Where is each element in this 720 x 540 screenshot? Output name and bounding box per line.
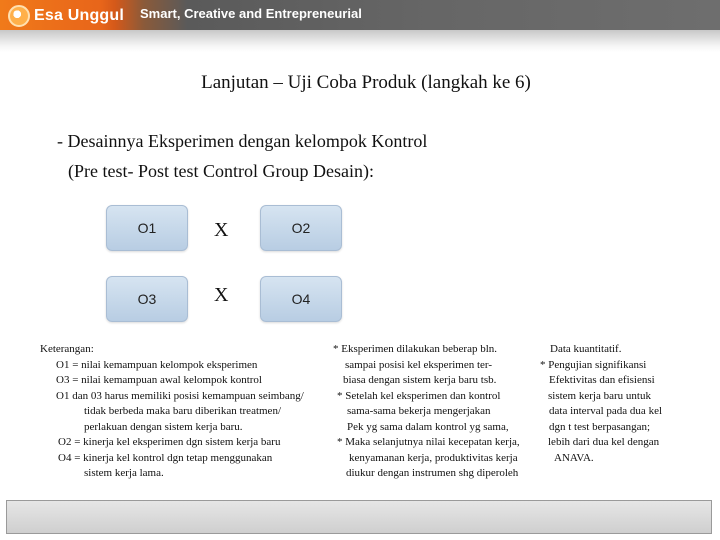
notes-left [40,342,304,482]
note-line: O2 = kinerja kel eksperimen dgn sistem kerja baru [58,436,281,448]
subtitle-line-2: (Pre test- Post test Control Group Desain): [68,161,374,181]
slide-title: Lanjutan – Uji Coba Produk (langkah ke 6) [201,72,531,93]
header-shadow [0,30,720,52]
note-line: O3 = nilai kemampuan awal kelompok kontrol [56,374,262,386]
note-line: Data kuantitatif. [550,343,622,355]
footer-bar [6,500,712,534]
tagline: Smart, Creative and Entrepreneurial [140,6,362,21]
note-line: sama-sama bekerja mengerjakan [347,405,491,417]
note-line: Keterangan: [40,343,94,355]
note-line: * Maka selanjutnya nilai kecepatan kerja, [337,436,520,448]
note-line: dgn t test berpasangan; [549,420,651,433]
note-line: ANAVA. [554,451,594,464]
note-line: Efektivitas dan efisiensi [549,374,655,386]
note-line: biasa dengan sistem kerja baru tsb. [343,374,497,386]
note-line: sistem kerja lama. [84,467,164,479]
note-line: * Eksperimen dilakukan beberap bln. [333,343,498,355]
notes-middle [333,342,520,482]
cell-o3: O3 [106,276,188,322]
cell-o2: O2 [260,205,342,251]
note-line: lebih dari dua kel dengan [548,436,660,448]
note-line: O4 = kinerja kel kontrol dgn tetap menggunakan [58,451,273,464]
note-line: * Pengujian signifikansi [540,358,647,371]
note-line: data interval pada dua kel [549,405,663,417]
subtitle-line-1: - Desainnya Eksperimen dengan kelompok Kontrol [57,131,428,151]
cell-o1: O1 [106,205,188,251]
header-bar [0,0,720,30]
logo-emblem-icon [8,5,30,27]
treatment-x-1: X [214,219,229,241]
note-line: sistem kerja baru untuk [548,389,651,402]
note-line: O1 = nilai kemampuan kelompok eksperimen [56,358,258,371]
note-line: kenyamanan kerja, produktivitas kerja [349,451,518,464]
note-line: Pek yg sama dalam kontrol yg sama, [347,420,509,433]
cell-o4: O4 [260,276,342,322]
note-line: diukur dengan instrumen shg diperoleh [346,467,519,479]
note-line: O1 dan 03 harus memiliki posisi kemampuan seimbang/ [56,389,304,402]
note-line: perlakuan dengan sistem kerja baru. [84,420,243,433]
note-line: tidak berbeda maka baru diberikan treatmen/ [84,405,281,417]
treatment-x-2: X [214,284,229,306]
logo-text: Esa Unggul [34,7,125,24]
note-line: sampai posisi kel eksperimen ter- [345,358,493,371]
university-logo [8,3,124,29]
notes-right [540,342,662,466]
note-line: * Setelah kel eksperimen dan kontrol [337,389,501,402]
